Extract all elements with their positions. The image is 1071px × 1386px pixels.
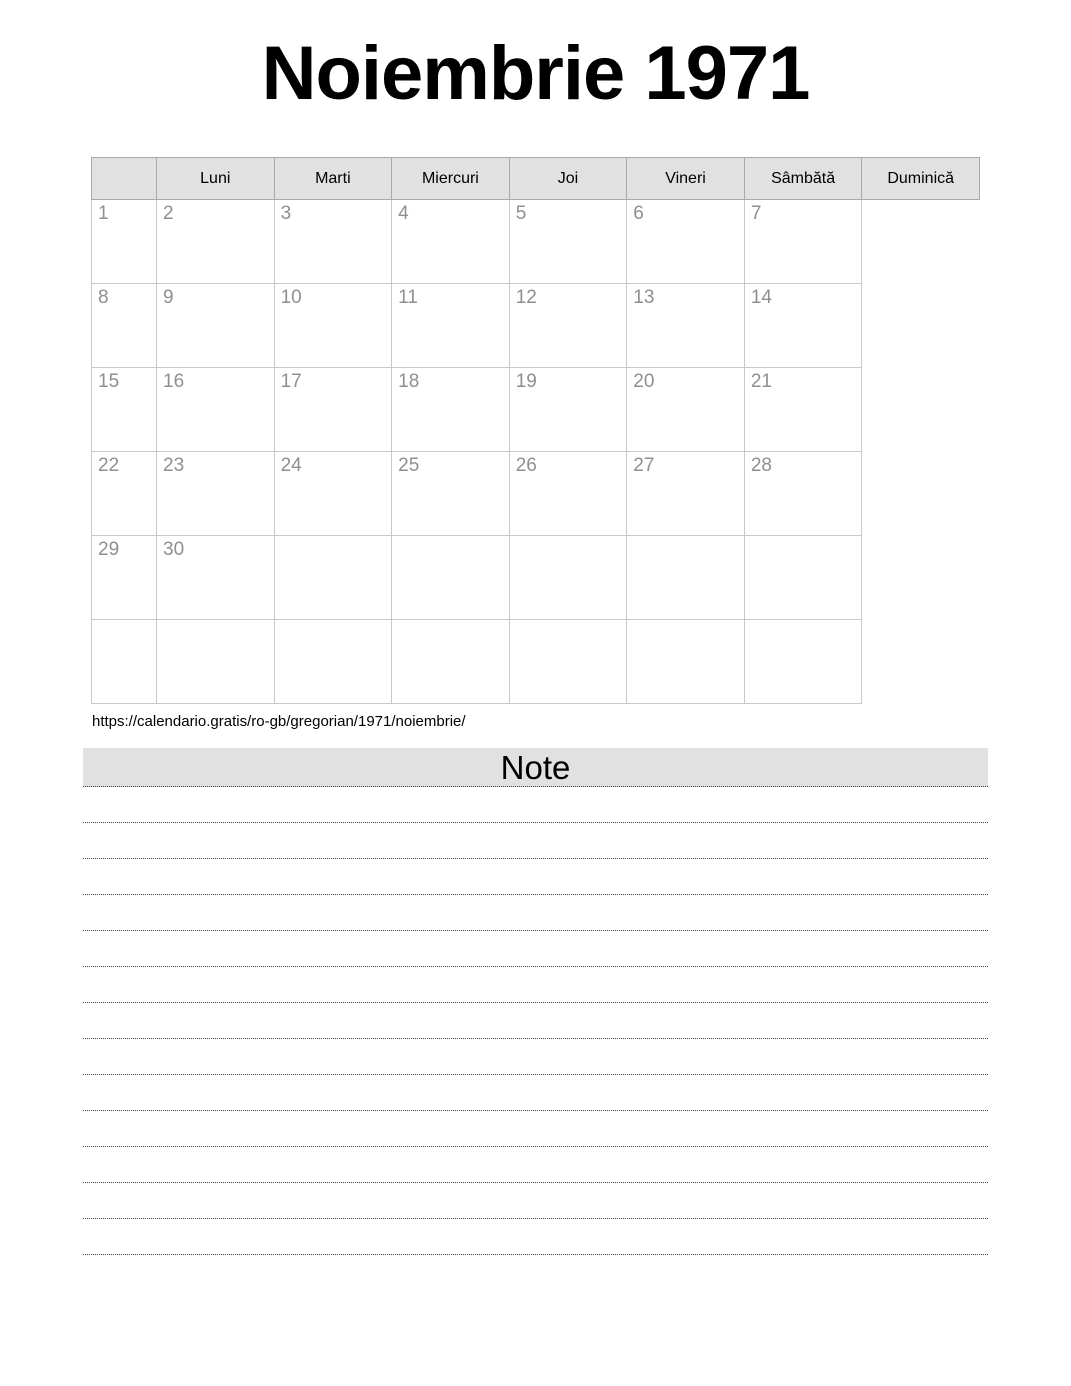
calendar-day-cell [274,536,392,620]
calendar-day-cell: 21 [744,368,862,452]
calendar-day-cell: 8 [92,284,157,368]
calendar-day-cell [157,620,275,704]
calendar-day-cell: 11 [392,284,510,368]
note-line [83,787,988,823]
calendar-day-cell [509,536,627,620]
calendar-day-cell: 22 [92,452,157,536]
calendar-day-cell: 14 [744,284,862,368]
calendar-day-cell: 12 [509,284,627,368]
calendar-day-cell [627,620,745,704]
note-line [83,1219,988,1255]
source-url: https://calendario.gratis/ro-gb/gregorian/1971/noiembrie/ [92,713,466,730]
calendar-day-cell: 15 [92,368,157,452]
calendar-day-cell: 1 [92,200,157,284]
calendar-week-row [92,284,980,368]
calendar-day-cell: 29 [92,536,157,620]
note-line [83,1147,988,1183]
calendar-day-cell [274,620,392,704]
day-header-miercuri: Miercuri [392,158,510,200]
day-header-luni: Luni [157,158,275,200]
calendar-day-cell: 28 [744,452,862,536]
calendar-header-row [92,158,980,200]
notes-section [83,748,988,1255]
page-title: Noiembrie 1971 [261,31,810,116]
note-line [83,1183,988,1219]
note-line [83,823,988,859]
notes-title: Note [83,748,988,787]
calendar-week-row [92,620,980,704]
calendar-gutter-column [92,158,157,200]
day-header-duminica: Duminică [862,158,980,200]
calendar-body [92,200,980,704]
calendar-day-cell: 24 [274,452,392,536]
note-line [83,1039,988,1075]
calendar-day-cell: 19 [509,368,627,452]
calendar-table [91,157,980,704]
note-line [83,1075,988,1111]
calendar-day-cell [627,536,745,620]
calendar-day-cell: 5 [509,200,627,284]
note-line [83,931,988,967]
calendar-day-cell: 13 [627,284,745,368]
calendar-day-cell: 18 [392,368,510,452]
day-header-sambata: Sâmbătă [744,158,862,200]
calendar-day-cell: 7 [744,200,862,284]
calendar-day-cell: 23 [157,452,275,536]
calendar-day-cell: 26 [509,452,627,536]
day-header-marti: Marti [274,158,392,200]
calendar-day-cell [392,536,510,620]
calendar-day-cell: 10 [274,284,392,368]
calendar-day-cell: 20 [627,368,745,452]
calendar-week-row [92,452,980,536]
note-line [83,1003,988,1039]
note-line [83,859,988,895]
day-header-joi: Joi [509,158,627,200]
day-header-vineri: Vineri [627,158,745,200]
calendar-day-cell: 30 [157,536,275,620]
calendar-day-cell: 9 [157,284,275,368]
note-line [83,895,988,931]
calendar-day-cell [744,536,862,620]
calendar-day-cell [509,620,627,704]
note-line [83,1111,988,1147]
calendar-day-cell: 25 [392,452,510,536]
note-line [83,967,988,1003]
calendar-day-cell [744,620,862,704]
calendar-day-cell: 6 [627,200,745,284]
calendar-week-row [92,200,980,284]
calendar-day-cell: 2 [157,200,275,284]
calendar-day-cell: 17 [274,368,392,452]
calendar-day-cell: 3 [274,200,392,284]
calendar-day-cell: 27 [627,452,745,536]
calendar-week-row [92,368,980,452]
calendar-day-cell: 16 [157,368,275,452]
note-lines [83,787,988,1255]
calendar-day-cell [392,620,510,704]
calendar-day-cell: 4 [392,200,510,284]
calendar-day-cell [92,620,157,704]
calendar-week-row [92,536,980,620]
